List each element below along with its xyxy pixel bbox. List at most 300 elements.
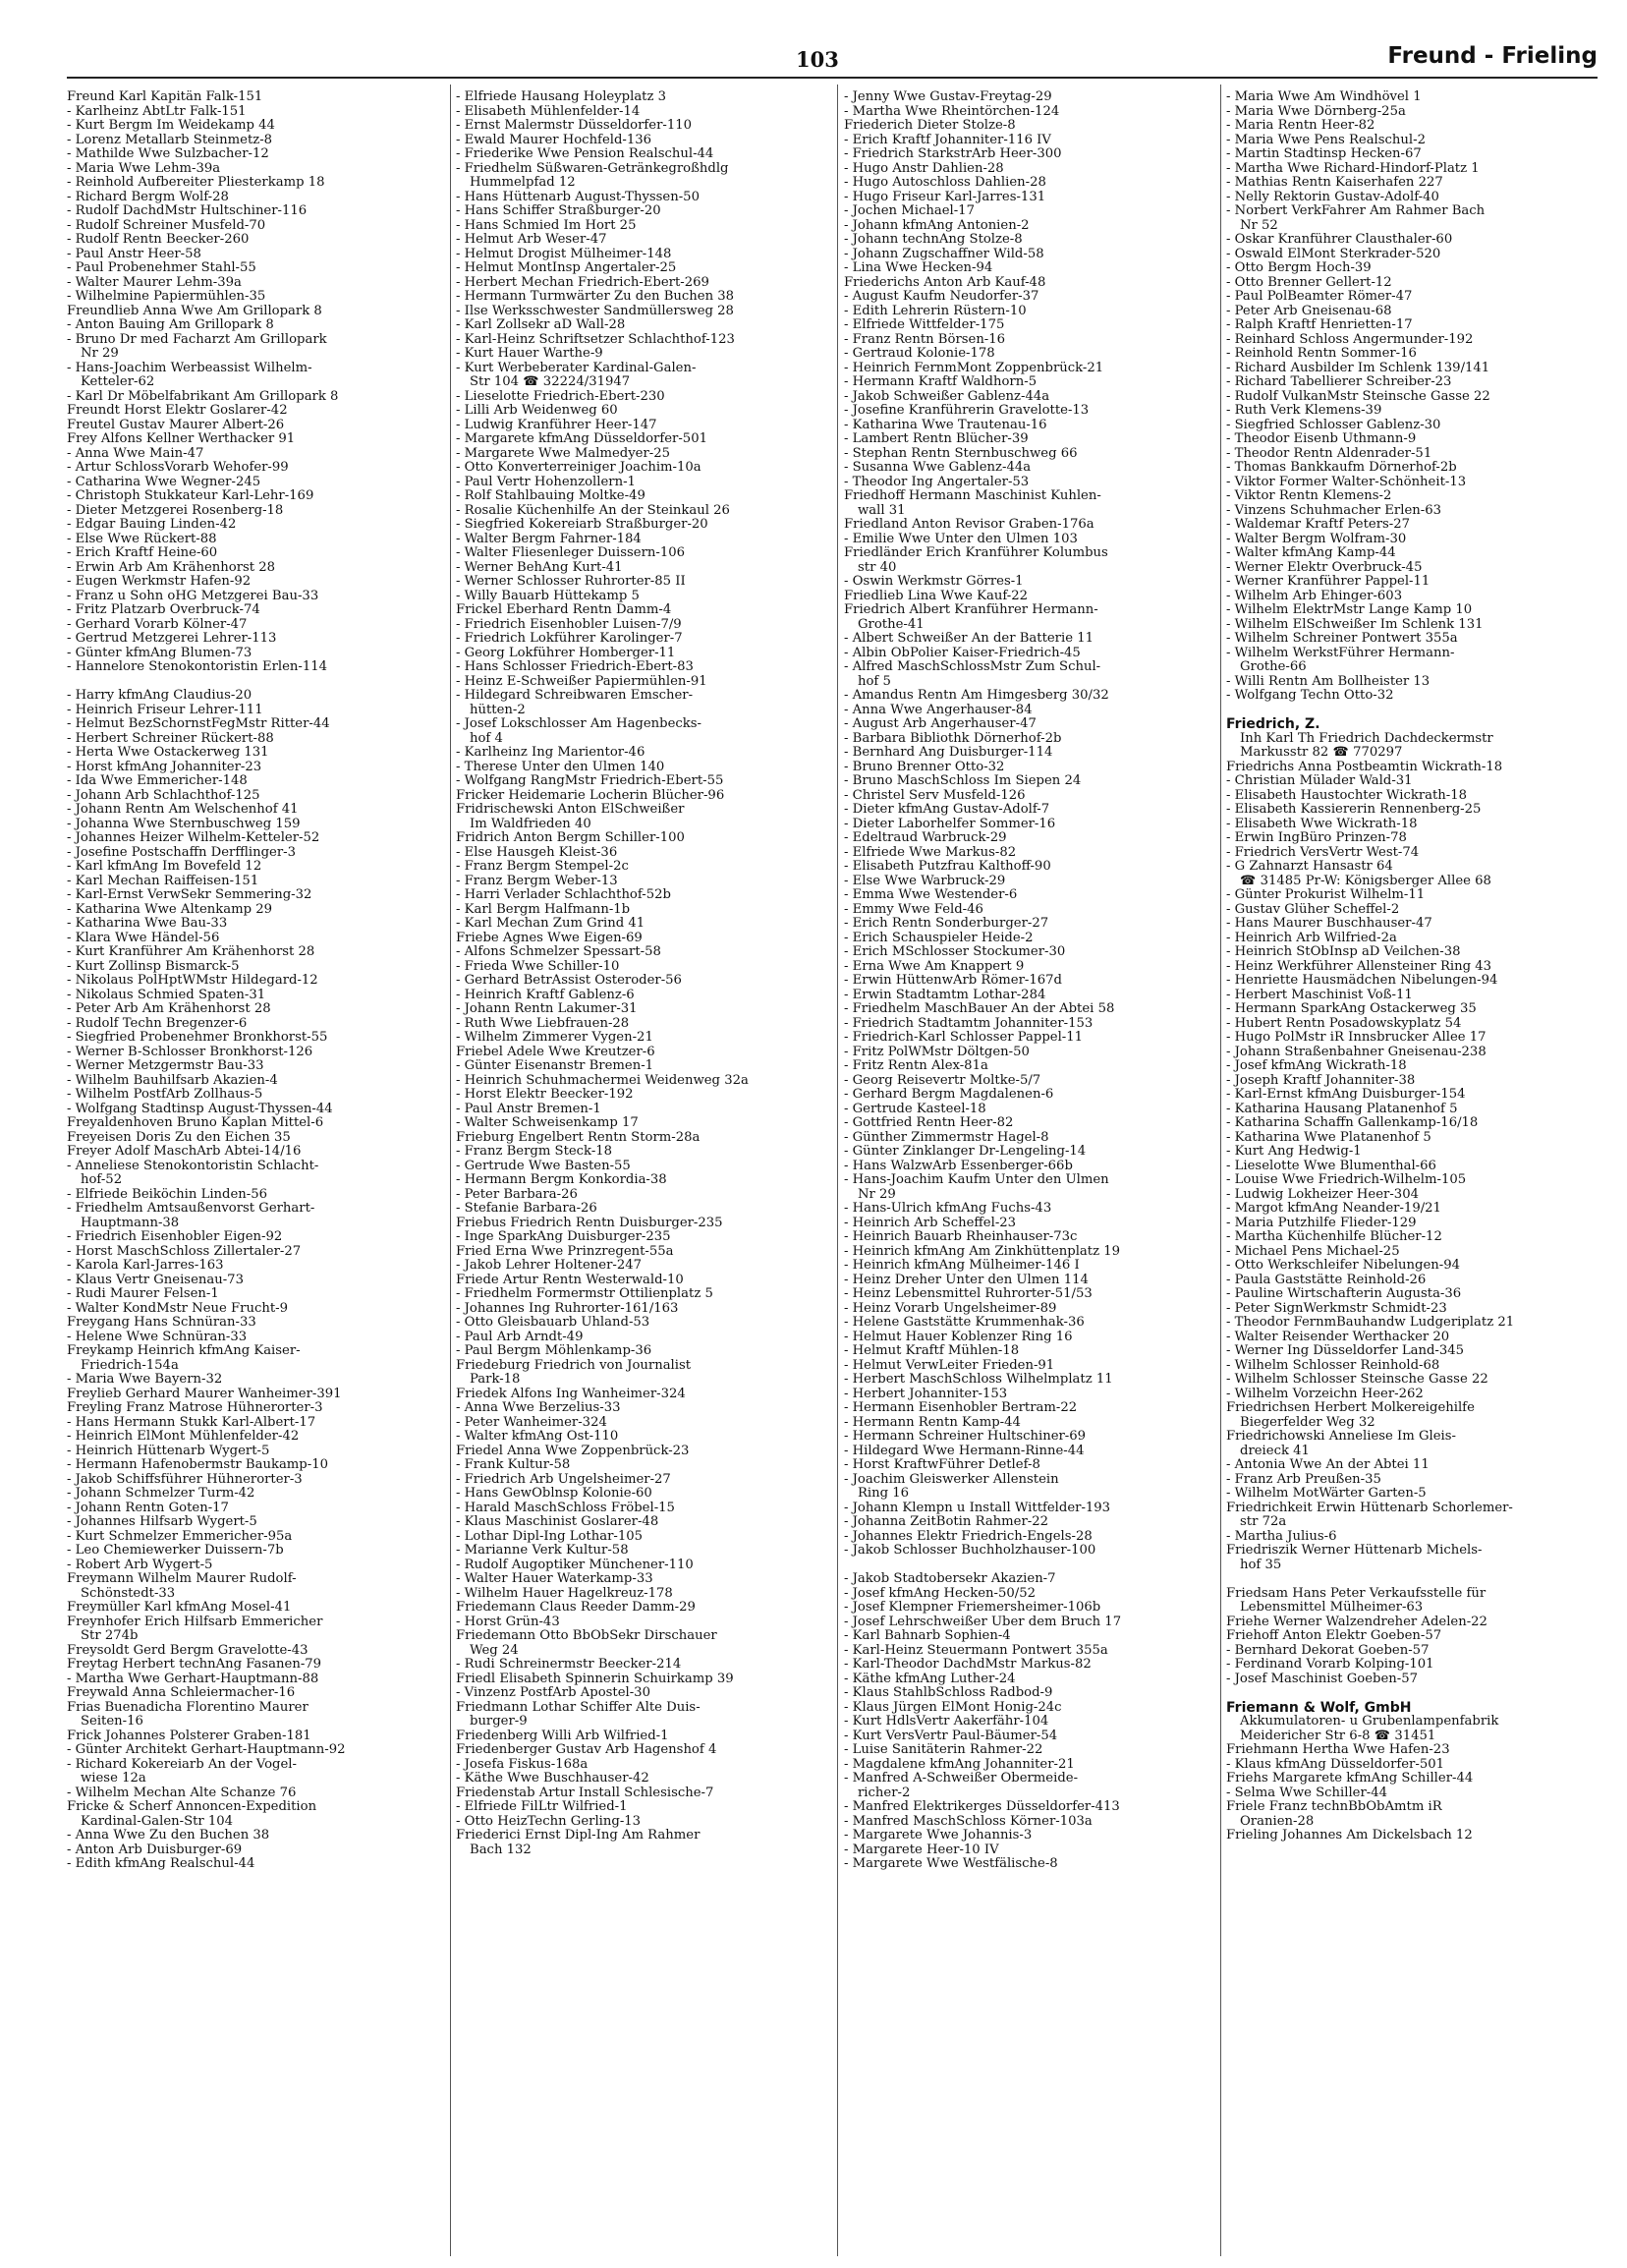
directory-entry: - Helene Gaststätte Krummenhak-36 bbox=[844, 1316, 1085, 1330]
directory-entry: - Heinrich kfmAng Am Zinkhüttenplatz 19 bbox=[844, 1244, 1120, 1259]
directory-entry: - Wilhelm Schlosser Reinhold-68 bbox=[1226, 1358, 1440, 1373]
directory-entry: Friehe Werner Walzendreher Adelen-22 bbox=[1226, 1615, 1487, 1629]
directory-entry: - Heinrich ElMont Mühlenfelder-42 bbox=[67, 1430, 300, 1444]
directory-entry: Friedenberger Gustav Arb Hagenshof 4 bbox=[456, 1743, 717, 1757]
directory-entry: - Gertrud Metzgerei Lehrer-113 bbox=[67, 632, 277, 646]
directory-entry: - Klaus StahlbSchloss Radbod-9 bbox=[844, 1686, 1053, 1700]
directory-entry: - Helene Wwe Schnüran-33 bbox=[67, 1330, 248, 1344]
directory-entry: - Franz u Sohn oHG Metzgerei Bau-33 bbox=[67, 589, 319, 603]
directory-entry: - Werner BehAng Kurt-41 bbox=[456, 560, 623, 575]
directory-entry: - Heinrich Arb Wilfried-2a bbox=[1226, 931, 1397, 945]
directory-entry: - Karl Bergm Halfmann-1b bbox=[456, 902, 631, 917]
directory-entry: - Gustav Glüher Scheffel-2 bbox=[1226, 902, 1400, 917]
directory-entry: - Hildegard Schreibwaren Emscher- bbox=[456, 689, 694, 703]
directory-entry: - Stephan Rentn Sternbuschweg 66 bbox=[844, 446, 1078, 461]
directory-entry: richer-2 bbox=[858, 1786, 911, 1800]
directory-entry: - Viktor Former Walter-Schönheit-13 bbox=[1226, 475, 1467, 489]
directory-entry: - Josefine Kranführerin Gravelotte-13 bbox=[844, 404, 1090, 418]
directory-entry: - Nikolaus PolHptWMstr Hildegard-12 bbox=[67, 974, 318, 988]
directory-entry: - Maria Wwe Dörnberg-25a bbox=[1226, 104, 1406, 119]
directory-entry: - Willi Rentn Am Bollheister 13 bbox=[1226, 674, 1431, 689]
directory-entry: - Emilie Wwe Unter den Ulmen 103 bbox=[844, 532, 1078, 546]
directory-entry: - Hugo Anstr Dahlien-28 bbox=[844, 161, 1004, 176]
directory-entry: - Karl-Ernst kfmAng Duisburger-154 bbox=[1226, 1088, 1466, 1102]
directory-entry: - Herbert Maschinist Voß-11 bbox=[1226, 988, 1413, 1002]
directory-entry: - Paul Bergm Möhlenkamp-36 bbox=[456, 1344, 652, 1358]
directory-entry: - Heinz Dreher Unter den Ulmen 114 bbox=[844, 1273, 1089, 1287]
directory-entry: - Margarete Wwe Westfälische-8 bbox=[844, 1857, 1058, 1871]
directory-entry: burger-9 bbox=[470, 1715, 528, 1729]
directory-entry: - Kurt Werbeberater Kardinal-Galen- bbox=[456, 361, 697, 375]
directory-entry: - G Zahnarzt Hansastr 64 bbox=[1226, 860, 1393, 874]
directory-entry: Friedrichsen Herbert Molkereigehilfe bbox=[1226, 1401, 1475, 1415]
directory-entry: - Heinrich Friseur Lehrer-111 bbox=[67, 703, 263, 717]
directory-entry: - Friedrich Eisenhobler Eigen-92 bbox=[67, 1230, 283, 1244]
directory-entry: - Elisabeth Kassiererin Rennenberg-25 bbox=[1226, 803, 1482, 817]
directory-entry: - Kurt Hauer Warthe-9 bbox=[456, 347, 603, 361]
directory-entry: - Anton Arb Duisburger-69 bbox=[67, 1843, 243, 1857]
directory-entry: Inh Karl Th Friedrich Dachdeckermstr bbox=[1240, 731, 1493, 746]
directory-entry: - Leo Chemiewerker Duissern-7b bbox=[67, 1544, 284, 1558]
directory-entry: hof 5 bbox=[858, 674, 891, 689]
directory-entry: - Werner Schlosser Ruhrorter-85 II bbox=[456, 575, 686, 589]
directory-entry: Friedemann Otto BbObSekr Dirschauer bbox=[456, 1629, 717, 1643]
directory-entry: - Walter Schweisenkamp 17 bbox=[456, 1116, 639, 1130]
directory-entry bbox=[1226, 704, 1599, 718]
directory-entry: - Horst Elektr Beecker-192 bbox=[456, 1088, 634, 1102]
directory-entry: Freundlieb Anna Wwe Am Grillopark 8 bbox=[67, 304, 322, 318]
directory-entry: Freund Karl Kapitän Falk-151 bbox=[67, 90, 263, 104]
directory-entry: - Harry kfmAng Claudius-20 bbox=[67, 689, 252, 703]
directory-entry: - Herbert MaschSchloss Wilhelmplatz 11 bbox=[844, 1373, 1113, 1387]
directory-entry: - Kurt Bergm Im Weidekamp 44 bbox=[67, 119, 275, 133]
directory-entry: - Erwin Stadtamtm Lothar-284 bbox=[844, 988, 1046, 1002]
directory-entry: Friehmann Hertha Wwe Hafen-23 bbox=[1226, 1743, 1450, 1757]
directory-entry: - Johannes Heizer Wilhelm-Ketteler-52 bbox=[67, 831, 320, 845]
directory-entry: - Josefine Postschaffn Derfflinger-3 bbox=[67, 845, 297, 860]
directory-entry: - Ilse Werksschwester Sandmüllersweg 28 bbox=[456, 304, 734, 318]
directory-entry: Friederici Ernst Dipl-Ing Am Rahmer bbox=[456, 1829, 701, 1843]
directory-entry: Friedlieb Lina Wwe Kauf-22 bbox=[844, 589, 1029, 603]
directory-entry: - Lorenz Metallarb Steinmetz-8 bbox=[67, 133, 273, 147]
directory-entry: - Wilhelm Vorzeichn Heer-262 bbox=[1226, 1387, 1424, 1401]
directory-entry: - Vinzenz PostfArb Apostel-30 bbox=[456, 1686, 650, 1700]
directory-entry: Friedmann Lothar Schiffer Alte Duis- bbox=[456, 1700, 701, 1715]
directory-entry: - Helmut BezSchornstFegMstr Ritter-44 bbox=[67, 717, 330, 731]
directory-entry: - Jakob Stadtobersekr Akazien-7 bbox=[844, 1572, 1056, 1586]
directory-entry: Meidericher Str 6-8 ☎ 31451 bbox=[1240, 1729, 1436, 1743]
directory-entry: - Anton Bauing Am Grillopark 8 bbox=[67, 318, 274, 332]
directory-entry: - Edith Lehrerin Rüstern-10 bbox=[844, 304, 1027, 318]
directory-entry: - Rudolf Rentn Beecker-260 bbox=[67, 233, 250, 247]
directory-entry: - Walter kfmAng Ost-110 bbox=[456, 1430, 619, 1444]
directory-entry: - Erich Schauspieler Heide-2 bbox=[844, 931, 1034, 945]
directory-entry: Akkumulatoren- u Grubenlampenfabrik bbox=[1240, 1715, 1499, 1729]
directory-entry: - Karl-Heinz Steuermann Pontwert 355a bbox=[844, 1643, 1108, 1658]
directory-entry: - Elfriede Hausang Holeyplatz 3 bbox=[456, 90, 667, 104]
directory-entry: - Manfred Elektrikerges Düsseldorfer-413 bbox=[844, 1800, 1120, 1814]
directory-entry: Fridrischewski Anton ElSchweißer bbox=[456, 803, 685, 817]
directory-entry: - Paul PolBeamter Römer-47 bbox=[1226, 290, 1413, 304]
directory-entry: - Karlheinz AbtLtr Falk-151 bbox=[67, 104, 247, 119]
directory-entry: Freygang Hans Schnüran-33 bbox=[67, 1316, 256, 1330]
directory-entry: - Helmut MontInsp Angertaler-25 bbox=[456, 261, 677, 275]
directory-entry: - Magdalene kfmAng Johanniter-21 bbox=[844, 1757, 1075, 1772]
directory-entry: - Rudi Maurer Felsen-1 bbox=[67, 1287, 219, 1301]
directory-entry: - Marianne Verk Kultur-58 bbox=[456, 1544, 629, 1558]
directory-entry: - Friedrich Lokführer Karolinger-7 bbox=[456, 632, 683, 646]
directory-entry: - Hans GewOblnsp Kolonie-60 bbox=[456, 1487, 652, 1501]
directory-entry: Freytag Herbert technAng Fasanen-79 bbox=[67, 1658, 322, 1672]
directory-entry: - Johann Zugschaffner Wild-58 bbox=[844, 247, 1044, 261]
directory-entry: - Martha Wwe Gerhart-Hauptmann-88 bbox=[67, 1672, 319, 1686]
directory-entry: - Fritz PolWMstr Döltgen-50 bbox=[844, 1045, 1030, 1059]
directory-entry bbox=[1226, 1686, 1599, 1701]
directory-entry: - Wilhelm ElektrMstr Lange Kamp 10 bbox=[1226, 603, 1473, 617]
directory-entry: - Karl Mechan Zum Grind 41 bbox=[456, 917, 645, 931]
directory-entry: Friemann & Wolf, GmbH bbox=[1226, 1700, 1412, 1715]
directory-entry: Biegerfelder Weg 32 bbox=[1240, 1415, 1375, 1430]
directory-entry: Friedhoff Hermann Maschinist Kuhlen- bbox=[844, 489, 1101, 503]
column-divider bbox=[1220, 85, 1221, 2256]
directory-entry: - Ferdinand Vorarb Kolping-101 bbox=[1226, 1658, 1434, 1672]
directory-entry: - Friedhelm Süßwaren-Getränkegroßhdlg bbox=[456, 161, 729, 176]
directory-entry: - Rudolf VulkanMstr Steinsche Gasse 22 bbox=[1226, 389, 1490, 404]
directory-entry: - Richard Ausbilder Im Schlenk 139/141 bbox=[1226, 361, 1490, 375]
directory-entry: Freynhofer Erich Hilfsarb Emmericher bbox=[67, 1615, 323, 1629]
directory-entry: Hummelpfad 12 bbox=[470, 176, 576, 190]
directory-entry: - Peter Arb Am Krähenhorst 28 bbox=[67, 1002, 271, 1016]
directory-entry: Freyaldenhoven Bruno Kaplan Mittel-6 bbox=[67, 1116, 324, 1130]
directory-entry: - Eugen Werkmstr Hafen-92 bbox=[67, 575, 252, 589]
directory-entry: Friebus Friedrich Rentn Duisburger-235 bbox=[456, 1216, 723, 1230]
directory-entry: - Hermann Bergm Konkordia-38 bbox=[456, 1173, 667, 1187]
column-divider bbox=[837, 85, 838, 2256]
directory-entry: - Franz Rentn Börsen-16 bbox=[844, 332, 1006, 347]
directory-entry: Frieburg Engelbert Rentn Storm-28a bbox=[456, 1130, 701, 1145]
directory-entry: - Maria Wwe Am Windhövel 1 bbox=[1226, 90, 1422, 104]
directory-entry: - Paula Gaststätte Reinhold-26 bbox=[1226, 1273, 1427, 1287]
directory-entry: - Margarete Wwe Malmedyer-25 bbox=[456, 446, 670, 461]
directory-entry: - Alfred MaschSchlossMstr Zum Schul- bbox=[844, 660, 1101, 674]
directory-entry: - Klaus kfmAng Düsseldorfer-501 bbox=[1226, 1757, 1444, 1772]
directory-entry: - Elfriede Wittfelder-175 bbox=[844, 318, 1005, 332]
directory-entry: - Edgar Bauing Linden-42 bbox=[67, 518, 237, 532]
directory-entry: - Heinrich FernmMont Zoppenbrück-21 bbox=[844, 361, 1104, 375]
directory-entry: - Erich MSchlosser Stockumer-30 bbox=[844, 945, 1066, 959]
directory-entry: - Bruno MaschSchloss Im Siepen 24 bbox=[844, 774, 1082, 788]
directory-entry: - Wolfgang RangMstr Friedrich-Ebert-55 bbox=[456, 774, 724, 788]
directory-entry: - Gerhard BetrAssist Osteroder-56 bbox=[456, 974, 682, 988]
directory-entry: - Thomas Bankkaufm Dörnerhof-2b bbox=[1226, 461, 1457, 475]
directory-entry: - Anna Wwe Berzelius-33 bbox=[456, 1401, 621, 1415]
directory-entry: - Christoph Stukkateur Karl-Lehr-169 bbox=[67, 489, 314, 503]
directory-entry: - Wilhelm MotWärter Garten-5 bbox=[1226, 1487, 1427, 1501]
directory-entry: - Emmy Wwe Feld-46 bbox=[844, 902, 983, 917]
directory-entry: - Otto Brenner Gellert-12 bbox=[1226, 275, 1392, 290]
directory-entry: Weg 24 bbox=[470, 1643, 519, 1658]
directory-entry: - Johann technAng Stolze-8 bbox=[844, 233, 1023, 247]
directory-entry: - Elisabeth Putzfrau Kalthoff-90 bbox=[844, 860, 1051, 874]
directory-entry: - Maria Wwe Bayern-32 bbox=[67, 1373, 223, 1387]
directory-entry: Freykamp Heinrich kfmAng Kaiser- bbox=[67, 1344, 301, 1358]
directory-entry: - Gottfried Rentn Heer-82 bbox=[844, 1116, 1014, 1130]
directory-entry: hof 4 bbox=[470, 731, 503, 746]
column-divider bbox=[450, 85, 451, 2256]
directory-entry: - Edeltraud Warbruck-29 bbox=[844, 831, 1007, 845]
directory-entry: - Jakob Schiffsführer Hühnerorter-3 bbox=[67, 1472, 303, 1487]
directory-entry: Frieling Johannes Am Dickelsbach 12 bbox=[1226, 1829, 1473, 1843]
directory-entry: - Horst MaschSchloss Zillertaler-27 bbox=[67, 1244, 302, 1259]
directory-entry: - Hermann Rentn Kamp-44 bbox=[844, 1415, 1021, 1430]
directory-entry: - Lieselotte Wwe Blumenthal-66 bbox=[1226, 1159, 1436, 1173]
directory-entry: - Johannes Hilfsarb Wygert-5 bbox=[67, 1515, 257, 1529]
directory-entry: Friebel Adele Wwe Kreutzer-6 bbox=[456, 1045, 655, 1059]
directory-entry: - Otto HeizTechn Gerling-13 bbox=[456, 1814, 642, 1829]
directory-entry: Seiten-16 bbox=[81, 1715, 143, 1729]
directory-entry: - Else Hausgeh Kleist-36 bbox=[456, 845, 618, 860]
directory-entry: - Elisabeth Mühlenfelder-14 bbox=[456, 104, 641, 119]
directory-entry: - Hermann Turmwärter Zu den Buchen 38 bbox=[456, 290, 735, 304]
directory-entry: - Paul Arb Arndt-49 bbox=[456, 1330, 584, 1344]
directory-entry: - Ruth Wwe Liebfrauen-28 bbox=[456, 1016, 630, 1031]
directory-entry: - Franz Bergm Weber-13 bbox=[456, 874, 618, 888]
directory-entry: - Lieselotte Friedrich-Ebert-230 bbox=[456, 389, 665, 404]
directory-entry: - Friedrich Stadtamtm Johanniter-153 bbox=[844, 1016, 1094, 1031]
directory-entry: - Walter kfmAng Kamp-44 bbox=[1226, 546, 1396, 560]
directory-entry: - Wilhelm ElSchweißer Im Schlenk 131 bbox=[1226, 617, 1484, 632]
directory-entry: - Richard Tabellierer Schreiber-23 bbox=[1226, 375, 1452, 389]
directory-entry: - Henriette Hausmädchen Nibelungen-94 bbox=[1226, 974, 1498, 988]
directory-entry: Kardinal-Galen-Str 104 bbox=[81, 1814, 234, 1829]
directory-entry: - Hildegard Wwe Hermann-Rinne-44 bbox=[844, 1444, 1085, 1458]
directory-entry: - Heinrich Hüttenarb Wygert-5 bbox=[67, 1444, 270, 1458]
directory-entry: - Karl Bahnarb Sophien-4 bbox=[844, 1629, 1011, 1643]
directory-entry: hütten-2 bbox=[470, 703, 526, 717]
directory-entry: - Dieter kfmAng Gustav-Adolf-7 bbox=[844, 803, 1050, 817]
directory-entry: - Jakob Schweißer Gablenz-44a bbox=[844, 389, 1050, 404]
directory-entry: - Wilhelm Schreiner Pontwert 355a bbox=[1226, 632, 1458, 646]
directory-entry: - Franz Bergm Steck-18 bbox=[456, 1145, 613, 1159]
directory-entry: - Elfriede Beiköchin Linden-56 bbox=[67, 1187, 268, 1202]
directory-entry: Friedrichowski Anneliese Im Gleis- bbox=[1226, 1430, 1456, 1444]
directory-entry: Friede Artur Rentn Westerwald-10 bbox=[456, 1273, 684, 1287]
directory-entry: - Albin ObPolier Kaiser-Friedrich-45 bbox=[844, 646, 1081, 660]
directory-entry: - Helmut Arb Weser-47 bbox=[456, 233, 607, 247]
directory-entry: - Else Wwe Rückert-88 bbox=[67, 532, 217, 546]
directory-entry: - Werner Elektr Overbruck-45 bbox=[1226, 560, 1423, 575]
directory-entry: - Martha Küchenhilfe Blücher-12 bbox=[1226, 1230, 1442, 1244]
directory-entry: - Hans Maurer Buschhauser-47 bbox=[1226, 917, 1432, 931]
directory-entry: - Harald MaschSchloss Fröbel-15 bbox=[456, 1501, 675, 1515]
directory-entry: - Johann kfmAng Antonien-2 bbox=[844, 218, 1030, 233]
directory-entry: - Friedrich VersVertr West-74 bbox=[1226, 845, 1420, 860]
directory-entry: - Katharina Wwe Altenkamp 29 bbox=[67, 902, 273, 917]
directory-entry: - Bruno Brenner Otto-32 bbox=[844, 760, 1005, 774]
directory-entry: - Heinrich kfmAng Mülheimer-146 I bbox=[844, 1259, 1080, 1273]
directory-entry: str 72a bbox=[1240, 1515, 1287, 1529]
directory-entry: - Lambert Rentn Blücher-39 bbox=[844, 432, 1029, 446]
directory-entry: - Gertrude Kasteel-18 bbox=[844, 1102, 986, 1116]
directory-entry: - Rudi Schreinermstr Beecker-214 bbox=[456, 1658, 682, 1672]
directory-entry: - Hans Hermann Stukk Karl-Albert-17 bbox=[67, 1415, 316, 1430]
header-rule bbox=[67, 77, 1598, 79]
directory-entry: - Hans Hüttenarb August-Thyssen-50 bbox=[456, 190, 700, 204]
directory-entry: - Margarete kfmAng Düsseldorfer-501 bbox=[456, 432, 707, 446]
directory-entry: - Jenny Wwe Gustav-Freytag-29 bbox=[844, 90, 1052, 104]
directory-entry: - Louise Wwe Friedrich-Wilhelm-105 bbox=[1226, 1173, 1467, 1187]
directory-entry: - Erna Wwe Am Knappert 9 bbox=[844, 959, 1025, 974]
directory-entry: - Helmut Hauer Koblenzer Ring 16 bbox=[844, 1330, 1073, 1344]
directory-entry: - Inge SparkAng Duisburger-235 bbox=[456, 1230, 671, 1244]
directory-entry: - Theodor Ing Angertaler-53 bbox=[844, 475, 1030, 489]
directory-entry: - Katharina Wwe Platanenhof 5 bbox=[1226, 1130, 1431, 1145]
directory-entry: - Ernst Malermstr Düsseldorfer-110 bbox=[456, 119, 693, 133]
directory-entry: Friedland Anton Revisor Graben-176a bbox=[844, 518, 1094, 532]
directory-entry: - Josef Klempner Friemersheimer-106b bbox=[844, 1601, 1101, 1615]
directory-entry: Friehoff Anton Elektr Goeben-57 bbox=[1226, 1629, 1442, 1643]
directory-entry: - Norbert VerkFahrer Am Rahmer Bach bbox=[1226, 204, 1486, 218]
directory-entry: - Georg Reisevertr Moltke-5/7 bbox=[844, 1073, 1041, 1088]
directory-entry: - Wilhelm Bauhilfsarb Akazien-4 bbox=[67, 1073, 278, 1088]
directory-entry: Friedenstab Artur Install Schlesische-7 bbox=[456, 1786, 714, 1800]
directory-entry: - Wilhelm Hauer Hagelkreuz-178 bbox=[456, 1586, 673, 1601]
directory-entry: Fricker Heidemarie Locherin Blücher-96 bbox=[456, 788, 725, 803]
directory-entry: Friedrich-154a bbox=[81, 1358, 179, 1373]
directory-entry: - Amandus Rentn Am Himgesberg 30/32 bbox=[844, 689, 1109, 703]
directory-entry: - Herbert Mechan Friedrich-Ebert-269 bbox=[456, 275, 709, 290]
directory-entry: - Otto Konverterreiniger Joachim-10a bbox=[456, 461, 701, 475]
directory-entry: - Horst kfmAng Johanniter-23 bbox=[67, 760, 262, 774]
directory-entry: - Werner B-Schlosser Bronkhorst-126 bbox=[67, 1045, 313, 1059]
directory-entry: - Hans-Joachim Kaufm Unter den Ulmen bbox=[844, 1173, 1109, 1187]
column-2 bbox=[456, 90, 829, 1857]
directory-entry: Frey Alfons Kellner Werthacker 91 bbox=[67, 432, 296, 446]
directory-entry: - Luise Sanitäterin Rahmer-22 bbox=[844, 1743, 1043, 1757]
directory-entry: - Ludwig Lokheizer Heer-304 bbox=[1226, 1187, 1419, 1202]
directory-entry: - Helmut Kraftf Mühlen-18 bbox=[844, 1344, 1020, 1358]
directory-entry: - Waldemar Kraftf Peters-27 bbox=[1226, 518, 1411, 532]
directory-entry: - Erich Rentn Sonderburger-27 bbox=[844, 917, 1049, 931]
directory-entry: - Albert Schweißer An der Batterie 11 bbox=[844, 632, 1094, 646]
directory-entry: - Reinhold Rentn Sommer-16 bbox=[1226, 347, 1417, 361]
directory-entry: - Otto Bergm Hoch-39 bbox=[1226, 261, 1372, 275]
directory-entry: - Fritz Rentn Alex-81a bbox=[844, 1059, 988, 1073]
directory-entry: - Hans-Joachim Werbeassist Wilhelm- bbox=[67, 361, 312, 375]
directory-entry: - Ludwig Kranführer Heer-147 bbox=[456, 418, 657, 432]
directory-entry: - Jochen Michael-17 bbox=[844, 204, 975, 218]
directory-entry: - Maria Wwe Pens Realschul-2 bbox=[1226, 133, 1426, 147]
directory-entry: Freymann Wilhelm Maurer Rudolf- bbox=[67, 1572, 297, 1586]
directory-entry: Friedrich, Z. bbox=[1226, 717, 1320, 732]
directory-entry: - Josef Lokschlosser Am Hagenbecks- bbox=[456, 717, 702, 731]
directory-entry: - Johannes Ing Ruhrorter-161/163 bbox=[456, 1301, 679, 1316]
directory-entry: - Margot kfmAng Neander-19/21 bbox=[1226, 1202, 1441, 1216]
directory-entry: - Kurt HdlsVertr Aakerfähr-104 bbox=[844, 1715, 1049, 1729]
directory-entry: - Vinzens Schuhmacher Erlen-63 bbox=[1226, 503, 1441, 518]
directory-entry: - Jakob Lehrer Holtener-247 bbox=[456, 1259, 643, 1273]
directory-entry: - Fritz Platzarb Overbruck-74 bbox=[67, 603, 260, 617]
directory-entry: - Maria Wwe Lehm-39a bbox=[67, 161, 221, 176]
directory-entry: - Walter Reisender Werthacker 20 bbox=[1226, 1330, 1450, 1344]
directory-entry: Grothe-41 bbox=[858, 617, 925, 632]
directory-entry: - Siegfried Probenehmer Bronkhorst-55 bbox=[67, 1031, 328, 1045]
directory-entry: - Ruth Verk Klemens-39 bbox=[1226, 404, 1382, 418]
directory-entry: - Johann Rentn Lakumer-31 bbox=[456, 1002, 638, 1016]
directory-entry: - Günther Zimmermstr Hagel-8 bbox=[844, 1130, 1049, 1145]
directory-entry: - Hans-Ulrich kfmAng Fuchs-43 bbox=[844, 1202, 1052, 1216]
directory-entry: - Anna Wwe Main-47 bbox=[67, 446, 204, 461]
directory-entry: - Oskar Kranführer Clausthaler-60 bbox=[1226, 233, 1453, 247]
directory-entry: Im Waldfrieden 40 bbox=[470, 817, 591, 831]
directory-entry: - Käthe Wwe Buschhauser-42 bbox=[456, 1772, 649, 1786]
directory-entry: - Reinhard Schloss Angermunder-192 bbox=[1226, 332, 1474, 347]
directory-entry: - Walter KondMstr Neue Frucht-9 bbox=[67, 1301, 288, 1316]
directory-entry: - Karl Zollsekr aD Wall-28 bbox=[456, 318, 626, 332]
directory-entry: - Anna Wwe Angerhauser-84 bbox=[844, 703, 1033, 717]
directory-entry: - Horst Grün-43 bbox=[456, 1615, 560, 1629]
directory-entry: - Anna Wwe Zu den Buchen 38 bbox=[67, 1829, 270, 1843]
directory-entry: - Catharina Wwe Wegner-245 bbox=[67, 475, 261, 489]
directory-entry: - Werner Ing Düsseldorfer Land-345 bbox=[1226, 1344, 1465, 1358]
directory-entry: Fricke & Scherf Annoncen-Expedition bbox=[67, 1800, 317, 1814]
directory-entry: - Johanna ZeitBotin Rahmer-22 bbox=[844, 1515, 1049, 1529]
directory-entry: - Günter Eisenanstr Bremen-1 bbox=[456, 1059, 654, 1073]
running-head: Freund - Frieling bbox=[1387, 43, 1598, 69]
directory-entry: - Günter Zinklanger Dr-Lengeling-14 bbox=[844, 1145, 1087, 1159]
directory-entry: - Richard Kokereiarb An der Vogel- bbox=[67, 1757, 297, 1772]
directory-entry: Ketteler-62 bbox=[81, 375, 155, 389]
directory-entry: - Bernhard Dekorat Goeben-57 bbox=[1226, 1643, 1430, 1658]
directory-entry: Friedrich Albert Kranführer Hermann- bbox=[844, 603, 1098, 617]
directory-entry: - Katharina Schaffn Gallenkamp-16/18 bbox=[1226, 1116, 1479, 1130]
directory-entry bbox=[844, 1559, 1217, 1573]
directory-entry: - Kurt Kranführer Am Krähenhorst 28 bbox=[67, 945, 315, 959]
column-1 bbox=[67, 90, 440, 1872]
directory-entry: wall 31 bbox=[858, 503, 906, 518]
directory-entry: - Theodor FernmBauhandw Ludgeriplatz 21 bbox=[1226, 1316, 1515, 1330]
directory-entry: - Paul Probenehmer Stahl-55 bbox=[67, 261, 256, 275]
directory-entry: - Emma Wwe Westender-6 bbox=[844, 888, 1018, 902]
directory-entry: - Wolfgang Techn Otto-32 bbox=[1226, 689, 1394, 703]
directory-entry: Friehs Margarete kfmAng Schiller-44 bbox=[1226, 1772, 1474, 1786]
directory-entry: ☎ 31485 Pr-W: Königsberger Allee 68 bbox=[1240, 874, 1491, 888]
directory-entry: Friedek Alfons Ing Wanheimer-324 bbox=[456, 1387, 686, 1401]
directory-entry: - Stefanie Barbara-26 bbox=[456, 1202, 597, 1216]
directory-entry: - Kurt Schmelzer Emmericher-95a bbox=[67, 1529, 293, 1544]
directory-entry: - Heinz E-Schweißer Papiermühlen-91 bbox=[456, 674, 707, 689]
directory-entry: - Erich Kraftf Johanniter-116 IV bbox=[844, 133, 1051, 147]
directory-entry: hof-52 bbox=[81, 1173, 123, 1187]
directory-entry: Str 274b bbox=[81, 1629, 139, 1643]
directory-entry: - Dieter Laborhelfer Sommer-16 bbox=[844, 817, 1056, 831]
directory-entry: - Lilli Arb Weidenweg 60 bbox=[456, 404, 618, 418]
directory-entry: - Ida Wwe Emmericher-148 bbox=[67, 774, 248, 788]
directory-entry: - Martha Julius-6 bbox=[1226, 1529, 1337, 1544]
directory-entry: - Werner Kranführer Pappel-11 bbox=[1226, 575, 1431, 589]
directory-entry: - Wilhelm Zimmerer Vygen-21 bbox=[456, 1031, 653, 1045]
directory-entry: - Bruno Dr med Facharzt Am Grillopark bbox=[67, 332, 327, 347]
directory-entry: - Viktor Rentn Klemens-2 bbox=[1226, 489, 1392, 503]
directory-entry: - Hans Schlosser Friedrich-Ebert-83 bbox=[456, 660, 694, 674]
directory-entry: - Friedrich Eisenhobler Luisen-7/9 bbox=[456, 617, 682, 632]
directory-entry: - Otto Gleisbauarb Uhland-53 bbox=[456, 1316, 650, 1330]
directory-entry: - Else Wwe Warbruck-29 bbox=[844, 874, 1006, 888]
directory-entry: - Friedrich-Karl Schlosser Pappel-11 bbox=[844, 1031, 1084, 1045]
directory-entry: Friebe Agnes Wwe Eigen-69 bbox=[456, 931, 643, 945]
directory-entry: - Gerhard Bergm Magdalenen-6 bbox=[844, 1088, 1054, 1102]
directory-entry: str 40 bbox=[858, 560, 897, 575]
